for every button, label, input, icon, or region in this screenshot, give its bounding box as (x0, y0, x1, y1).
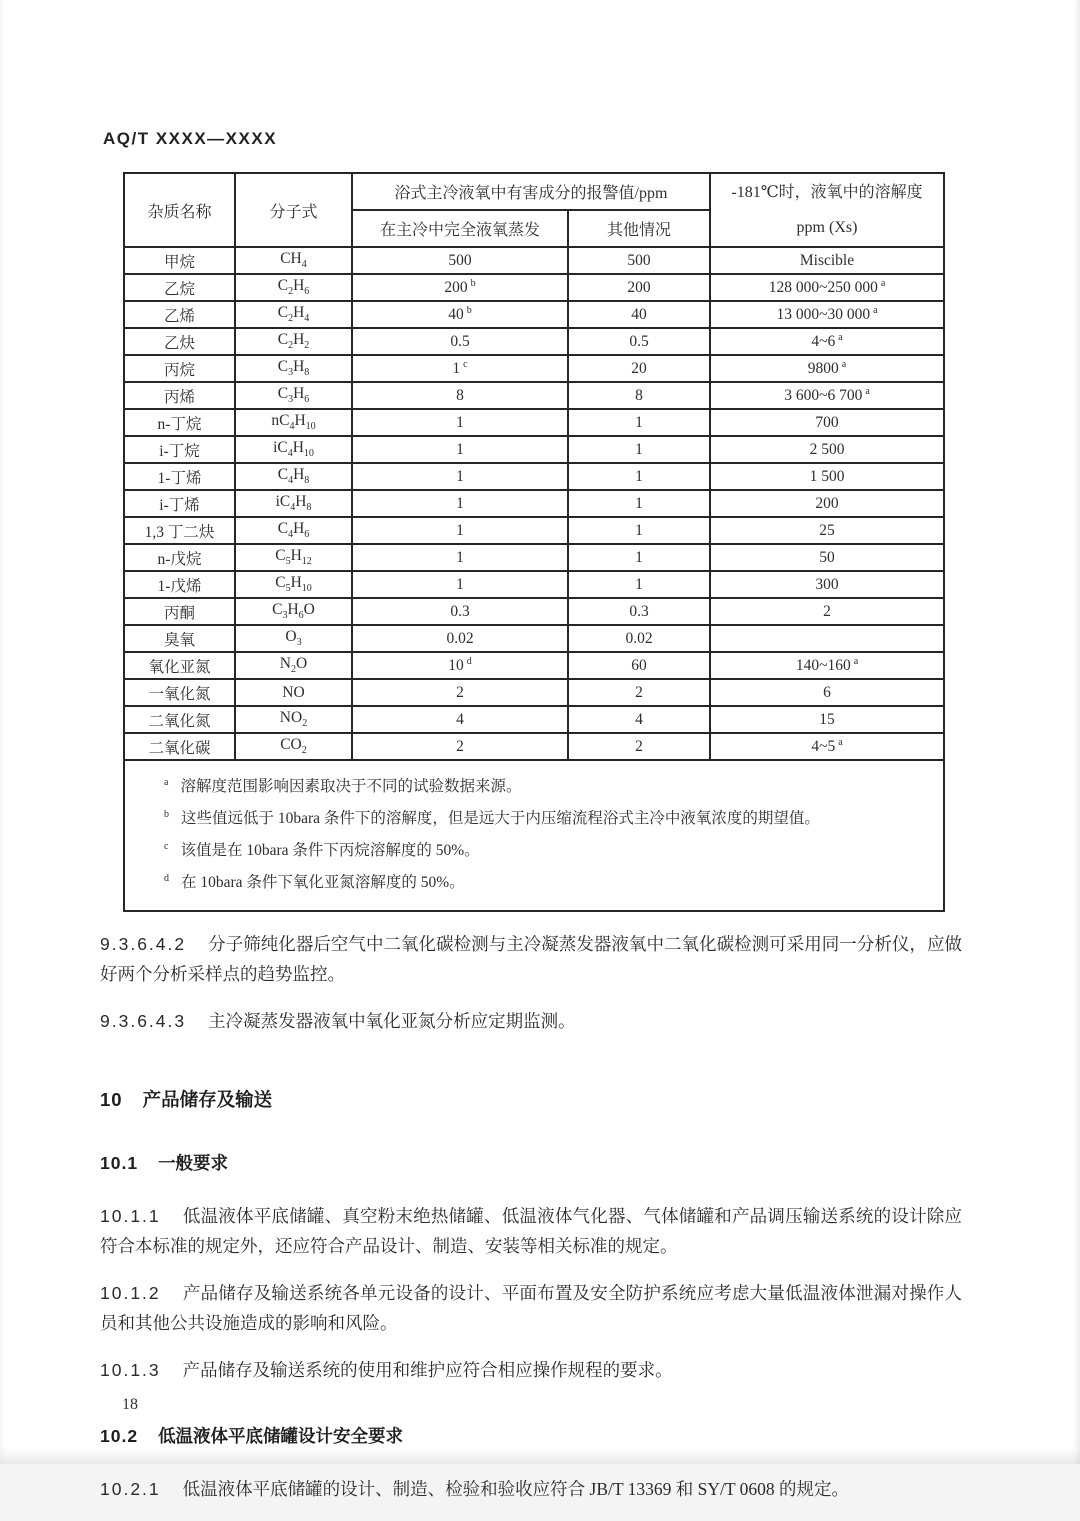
formula-cell: $C_5H_{10}$ (235, 571, 352, 598)
alarm-evap-cell: 1 (352, 409, 568, 436)
impurity-name-cell: 丙酮 (124, 598, 235, 625)
header-solubility-line1: -181℃时，液氧中的溶解度 (731, 184, 923, 201)
alarm-evap-cell: 8 (352, 382, 568, 409)
solubility-cell: 9800 $^a$ (710, 355, 944, 382)
impurity-name-cell: 1-丁烯 (124, 463, 235, 490)
table-row (124, 679, 944, 706)
solubility-cell: 15 (710, 706, 944, 733)
table-row (124, 463, 944, 490)
alarm-other-cell: 0.3 (568, 598, 710, 625)
formula-cell: $C_2H_6$ (235, 274, 352, 301)
solubility-cell: 50 (710, 544, 944, 571)
clause-number: 9.3.6.4.2 (100, 933, 187, 954)
heading-text: 低温液体平底储罐设计安全要求 (158, 1425, 404, 1446)
impurity-name-cell: 乙炔 (124, 328, 235, 355)
table-row (124, 706, 944, 733)
clause-text: 分子筛纯化器后空气中二氧化碳检测与主冷凝蒸发器液氧中二氧化碳检测可采用同一分析仪，应做好两个分析采样点的趋势监控。 (100, 933, 962, 984)
alarm-other-cell: 2 (568, 733, 710, 760)
alarm-evap-cell: 200 $^b$ (352, 274, 568, 301)
formula-cell: $O_3$ (235, 625, 352, 652)
alarm-evap-cell: 1 $^c$ (352, 355, 568, 382)
alarm-evap-cell: 4 (352, 706, 568, 733)
alarm-other-cell: 8 (568, 382, 710, 409)
table-row (124, 598, 944, 625)
section-heading (100, 1423, 962, 1448)
alarm-other-cell: 500 (568, 247, 710, 274)
clause-number: 10.1 (100, 1152, 139, 1173)
impurity-name-cell: i-丁烯 (124, 490, 235, 517)
footnote-text: 溶解度范围影响因素取决于不同的试验数据来源。 (180, 778, 522, 796)
impurity-name-cell: 乙烷 (124, 274, 235, 301)
solubility-cell: 140~160 $^a$ (710, 652, 944, 679)
clause-number: 10.1.3 (100, 1359, 161, 1380)
impurity-table-body (124, 247, 944, 760)
impurity-name-cell: 乙烯 (124, 301, 235, 328)
page-content (100, 172, 962, 1521)
clause-number: 10.1.1 (100, 1205, 161, 1226)
formula-cell: $CH_4$ (235, 247, 352, 274)
alarm-evap-cell: 2 (352, 733, 568, 760)
header-alarm-group: 浴式主冷液氧中有害成分的报警值/ppm (352, 173, 710, 210)
table-row (124, 733, 944, 760)
solubility-cell: 2 500 (710, 436, 944, 463)
alarm-evap-cell: 0.5 (352, 328, 568, 355)
table-header (124, 173, 944, 247)
table-row (124, 274, 944, 301)
formula-cell: $CO_2$ (235, 733, 352, 760)
clause-text: 产品储存及输送系统各单元设备的设计、平面布置及安全防护系统应考虑大量低温液体泄漏对操作人员和其他公共设施造成的影响和风险。 (100, 1282, 962, 1333)
footnotes-cell (124, 760, 944, 911)
alarm-evap-cell: 2 (352, 679, 568, 706)
formula-cell: $iC_4H_{10}$ (235, 436, 352, 463)
heading-text: 产品储存及输送 (142, 1088, 273, 1110)
table-row (124, 247, 944, 274)
solubility-cell: 3 600~6 700 $^a$ (710, 382, 944, 409)
clause-text: 低温液体平底储罐的设计、制造、检验和验收应符合 JB/T 13369 和 SY/T 0608 的规定。 (182, 1478, 849, 1499)
formula-cell: $C_2H_2$ (235, 328, 352, 355)
alarm-other-cell: 1 (568, 571, 710, 598)
solubility-cell: 13 000~30 000 $^a$ (710, 301, 944, 328)
clause-number: 10.2.1 (100, 1478, 161, 1499)
table-row (124, 382, 944, 409)
footnote-text: 该值是在 10bara 条件下丙烷溶解度的 50%。 (180, 842, 480, 860)
alarm-other-cell: 1 (568, 544, 710, 571)
formula-cell: $C_2H_4$ (235, 301, 352, 328)
alarm-other-cell: 200 (568, 274, 710, 301)
footnote-marker: a (164, 777, 169, 788)
table-row (124, 544, 944, 571)
solubility-cell (710, 625, 944, 652)
table-row (124, 436, 944, 463)
heading-text: 一般要求 (158, 1152, 229, 1173)
impurity-name-cell: 二氧化氮 (124, 706, 235, 733)
header-alarm-full-evap: 在主冷中完全液氧蒸发 (352, 210, 568, 247)
alarm-other-cell: 1 (568, 436, 710, 463)
alarm-other-cell: 1 (568, 409, 710, 436)
alarm-evap-cell: 1 (352, 463, 568, 490)
alarm-other-cell: 40 (568, 301, 710, 328)
table-row (124, 652, 944, 679)
header-alarm-other: 其他情况 (568, 210, 710, 247)
formula-cell: $C_4H_8$ (235, 463, 352, 490)
clause-paragraph (100, 1355, 962, 1385)
clause-paragraph (100, 1006, 962, 1036)
solubility-cell: 2 (710, 598, 944, 625)
clause-text: 产品储存及输送系统的使用和维护应符合相应操作规程的要求。 (182, 1359, 673, 1380)
section-heading (100, 1086, 962, 1112)
alarm-evap-cell: 0.3 (352, 598, 568, 625)
alarm-other-cell: 0.02 (568, 625, 710, 652)
alarm-evap-cell: 500 (352, 247, 568, 274)
content-blocks (100, 929, 962, 1504)
footnote-marker: b (164, 809, 169, 821)
footnote-text: 在 10bara 条件下氧化亚氮溶解度的 50%。 (181, 874, 465, 892)
table-row (124, 625, 944, 652)
table-footnote (161, 801, 933, 833)
solubility-cell: 4~5 $^a$ (710, 733, 944, 760)
table-footnote (161, 769, 933, 801)
impurity-name-cell: 一氧化氮 (124, 679, 235, 706)
solubility-cell: 200 (710, 490, 944, 517)
solubility-cell: 128 000~250 000 $^a$ (710, 274, 944, 301)
impurity-table (123, 172, 945, 912)
header-formula: 分子式 (235, 173, 352, 247)
alarm-evap-cell: 10 $^d$ (352, 652, 568, 679)
alarm-evap-cell: 1 (352, 571, 568, 598)
formula-cell: $C_3H_6$ (235, 382, 352, 409)
solubility-cell: 25 (710, 517, 944, 544)
header-solubility-line2: ppm (Xs) (796, 219, 858, 236)
clause-number: 10.1.2 (100, 1282, 161, 1303)
alarm-other-cell: 1 (568, 490, 710, 517)
footnote-marker: d (164, 873, 169, 885)
page-number: 18 (122, 1396, 138, 1413)
clause-number: 10.2 (100, 1425, 139, 1446)
clause-paragraph (100, 1474, 962, 1504)
footnote-text: 这些值远低于 10bara 条件下的溶解度，但是远大于内压缩流程浴式主冷中液氧浓度的期望值。 (181, 810, 820, 828)
table-row (124, 409, 944, 436)
impurity-name-cell: 甲烷 (124, 247, 235, 274)
alarm-evap-cell: 1 (352, 436, 568, 463)
impurity-name-cell: 二氧化碳 (124, 733, 235, 760)
alarm-other-cell: 60 (568, 652, 710, 679)
footnote-marker: c (164, 841, 169, 853)
clause-number: 9.3.6.4.3 (100, 1010, 187, 1031)
solubility-cell: Miscible (710, 247, 944, 274)
alarm-other-cell: 1 (568, 463, 710, 490)
clause-paragraph (100, 929, 962, 989)
impurity-name-cell: 丙烯 (124, 382, 235, 409)
alarm-other-cell: 1 (568, 517, 710, 544)
alarm-evap-cell: 1 (352, 544, 568, 571)
formula-cell: $nC_4H_{10}$ (235, 409, 352, 436)
table-row (124, 328, 944, 355)
table-row (124, 517, 944, 544)
formula-cell: NO (235, 679, 352, 706)
impurity-name-cell: i-丁烷 (124, 436, 235, 463)
alarm-evap-cell: 40 $^b$ (352, 301, 568, 328)
section-heading (100, 1150, 962, 1175)
solubility-cell: 700 (710, 409, 944, 436)
formula-cell: $C_5H_{12}$ (235, 544, 352, 571)
table-footnote (161, 833, 933, 865)
formula-cell: $N_2O$ (235, 652, 352, 679)
clause-paragraph (100, 1278, 962, 1338)
formula-cell: $iC_4H_8$ (235, 490, 352, 517)
alarm-evap-cell: 1 (352, 517, 568, 544)
table-row (124, 301, 944, 328)
header-solubility (710, 173, 944, 247)
header-impurity-name: 杂质名称 (124, 173, 235, 247)
formula-cell: $C_4H_6$ (235, 517, 352, 544)
impurity-name-cell: n-丁烷 (124, 409, 235, 436)
solubility-cell: 1 500 (710, 463, 944, 490)
alarm-evap-cell: 1 (352, 490, 568, 517)
impurity-name-cell: n-戊烷 (124, 544, 235, 571)
table-row (124, 490, 944, 517)
clause-text: 低温液体平底储罐、真空粉末绝热储罐、低温液体气化器、气体储罐和产品调压输送系统的设计除应符合本标准的规定外，还应符合产品设计、制造、安装等相关标准的规定。 (100, 1205, 962, 1256)
clause-number: 10 (100, 1088, 123, 1110)
impurity-name-cell: 臭氧 (124, 625, 235, 652)
impurity-name-cell: 丙烷 (124, 355, 235, 382)
impurity-name-cell: 氧化亚氮 (124, 652, 235, 679)
solubility-cell: 4~6 $^a$ (710, 328, 944, 355)
table-row (124, 571, 944, 598)
footnotes-row (124, 760, 944, 911)
doc-code-header: AQ/T XXXX—XXXX (103, 129, 278, 148)
solubility-cell: 6 (710, 679, 944, 706)
alarm-other-cell: 4 (568, 706, 710, 733)
table-row (124, 355, 944, 382)
table-footnote (161, 865, 933, 897)
formula-cell: $C_3H_6O$ (235, 598, 352, 625)
clause-paragraph (100, 1201, 962, 1261)
alarm-other-cell: 2 (568, 679, 710, 706)
alarm-other-cell: 20 (568, 355, 710, 382)
impurity-table-footnotes (124, 760, 944, 911)
alarm-evap-cell: 0.02 (352, 625, 568, 652)
formula-cell: $C_3H_8$ (235, 355, 352, 382)
impurity-name-cell: 1-戊烯 (124, 571, 235, 598)
formula-cell: $NO_2$ (235, 706, 352, 733)
alarm-other-cell: 0.5 (568, 328, 710, 355)
solubility-cell: 300 (710, 571, 944, 598)
clause-text: 主冷凝蒸发器液氧中氧化亚氮分析应定期监测。 (208, 1010, 576, 1031)
impurity-name-cell: 1,3 丁二炔 (124, 517, 235, 544)
